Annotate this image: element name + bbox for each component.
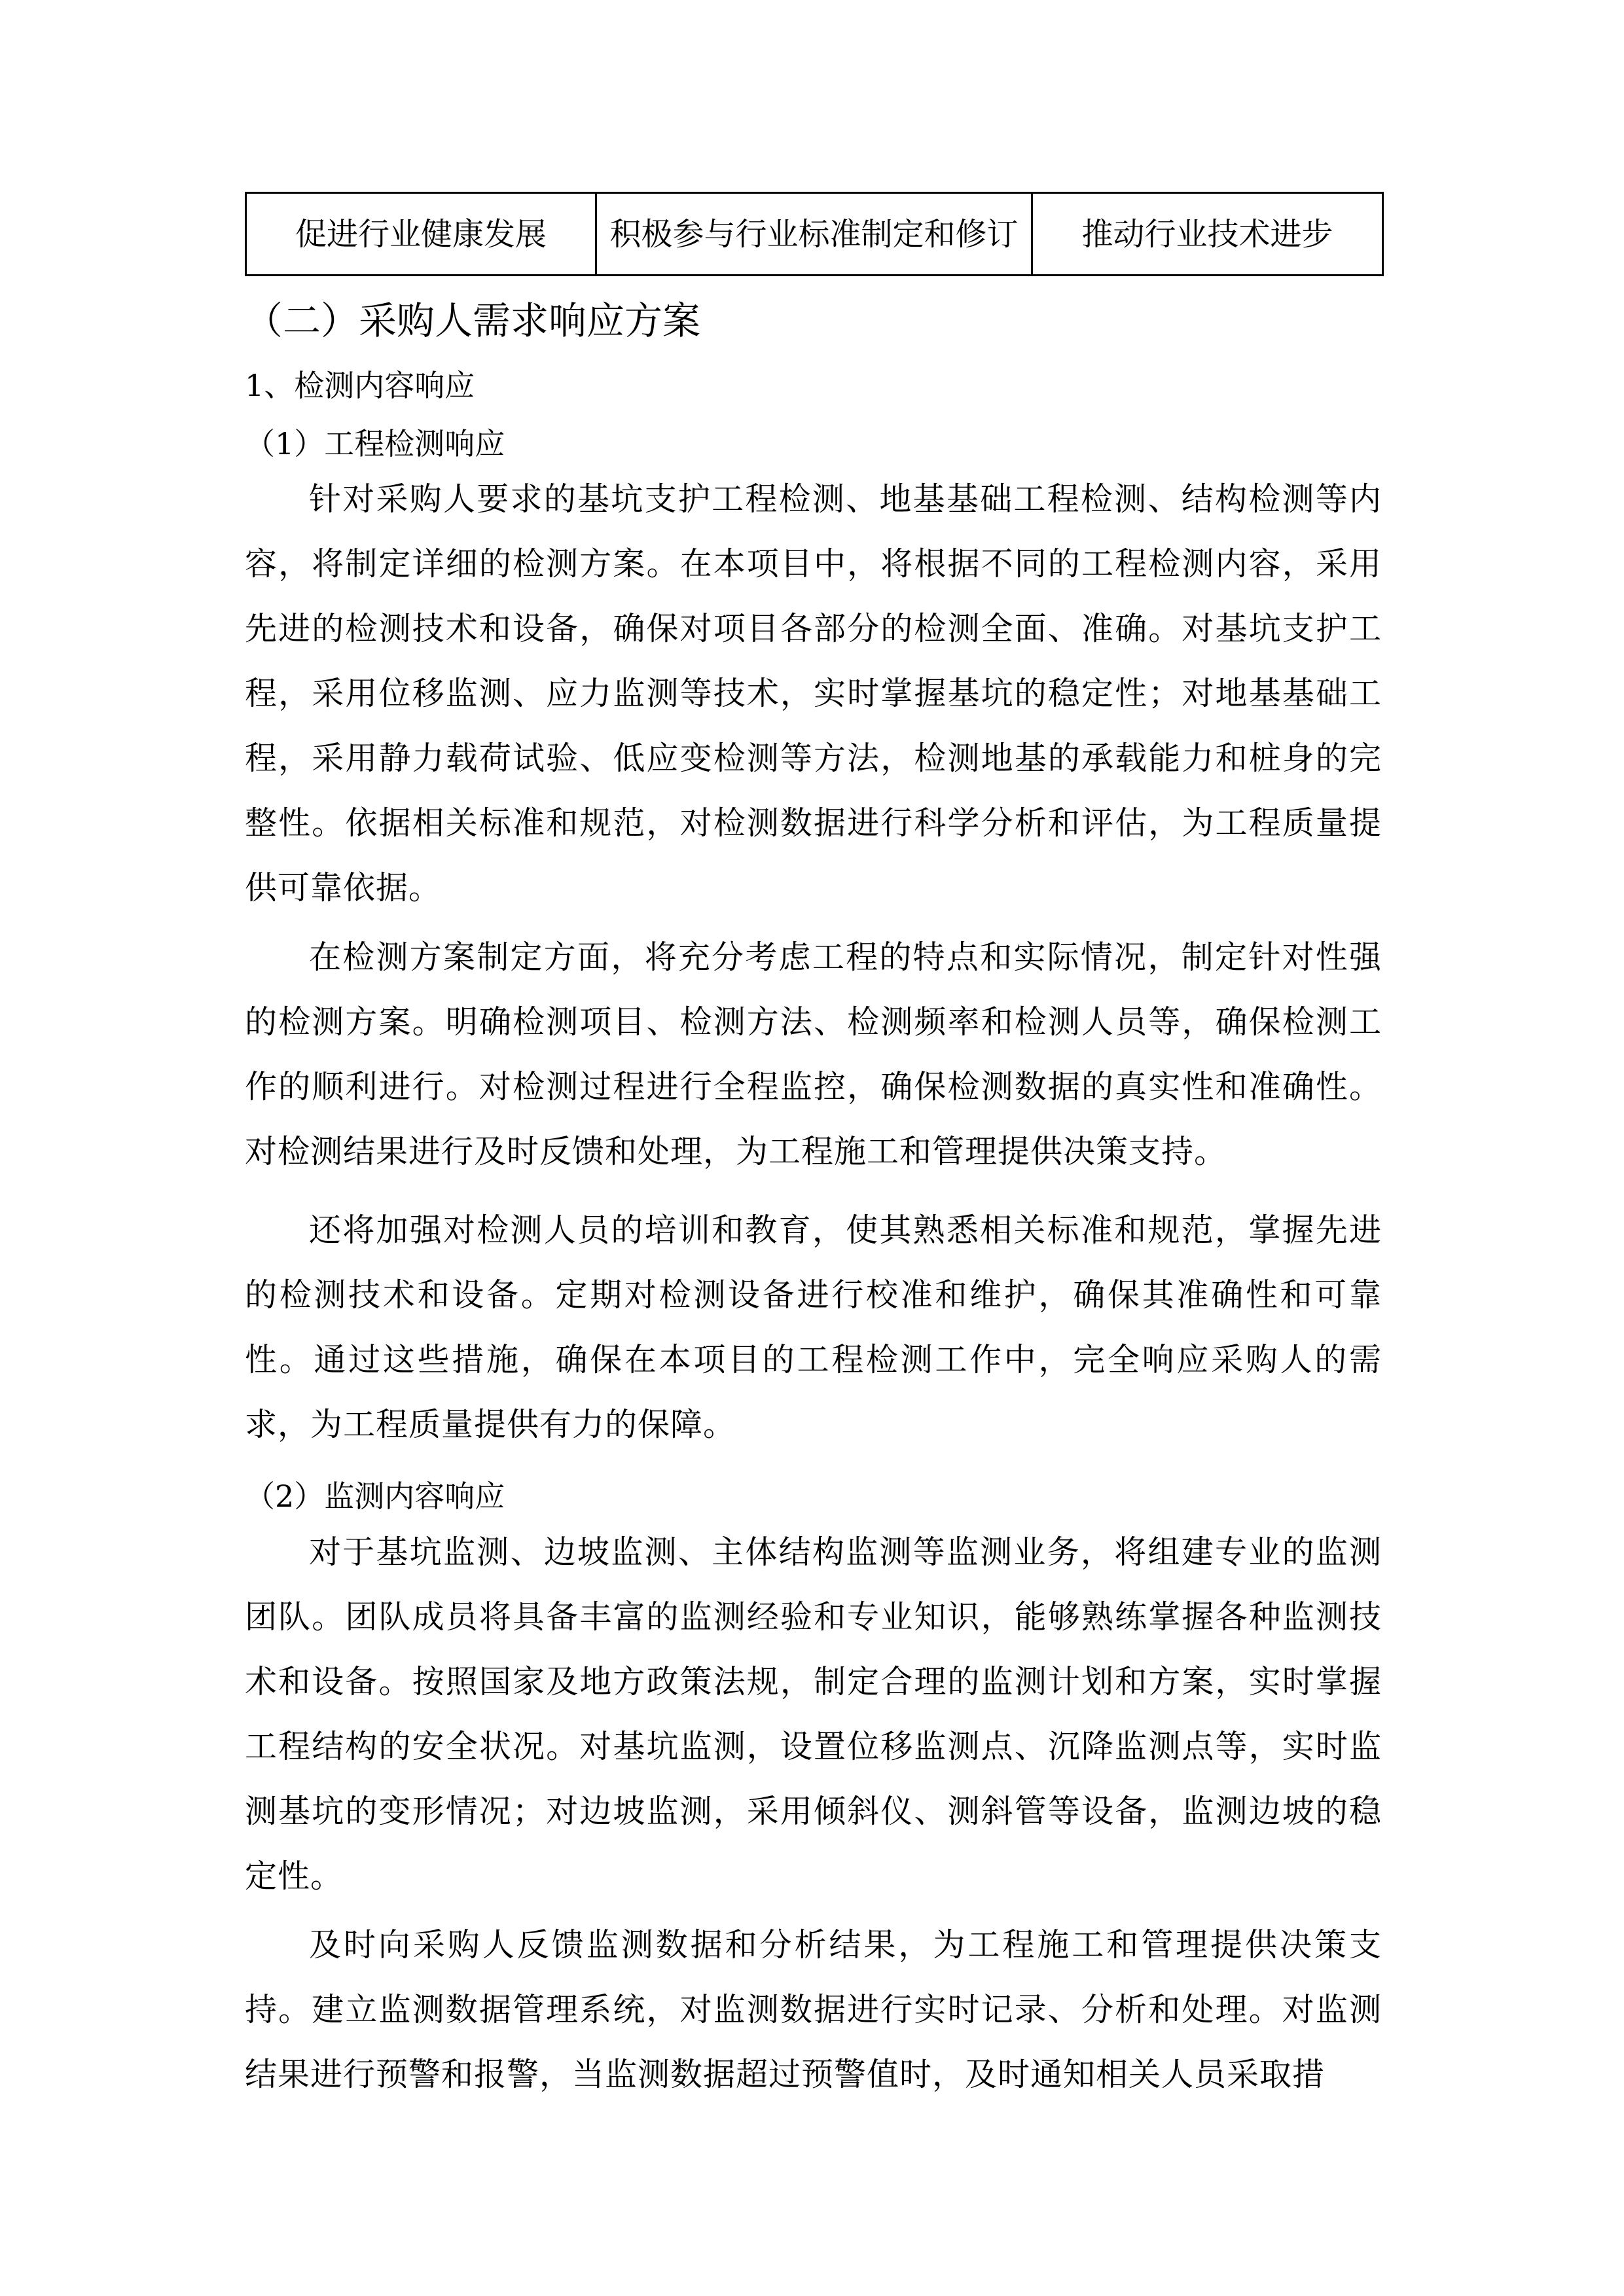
section-heading: （二）采购人需求响应方案 xyxy=(245,298,701,343)
subsection-heading-monitoring: （2）监测内容响应 xyxy=(245,1479,505,1514)
summary-table xyxy=(245,192,1384,276)
subsection-heading-engineering-testing: （1）工程检测响应 xyxy=(245,426,505,461)
table-cell: 促进行业健康发展 xyxy=(246,193,596,276)
subsection-heading: 1、检测内容响应 xyxy=(245,368,475,403)
paragraph: 还将加强对检测人员的培训和教育，使其熟悉相关标准和规范，掌握先进的检测技术和设备。定期对检测设备进行校准和维护，确保其准确性和可靠性。通过这些措施，确保在本项目的工程检测工作中，完全响应采购人的需求，为工程质量提供有力的保障。 xyxy=(245,1211,1382,1443)
paragraph: 针对采购人要求的基坑支护工程检测、地基基础工程检测、结构检测等内容，将制定详细的检测方案。在本项目中，将根据不同的工程检测内容，采用先进的检测技术和设备，确保对项目各部分的检测全面、准确。对基坑支护工程，采用位移监测、应力监测等技术，实时掌握基坑的稳定性；对地基基础工程，采用静力载荷试验、低应变检测等方法，检测地基的承载能力和桩身的完整性。依据相关标准和规范，对检测数据进行科学分析和评估，为工程质量提供可靠依据。 xyxy=(245,480,1382,906)
paragraph: 在检测方案制定方面，将充分考虑工程的特点和实际情况，制定针对性强的检测方案。明确检测项目、检测方法、检测频率和检测人员等，确保检测工作的顺利进行。对检测过程进行全程监控，确保检测数据的真实性和准确性。对检测结果进行及时反馈和处理，为工程施工和管理提供决策支持。 xyxy=(245,939,1382,1170)
table-cell: 推动行业技术进步 xyxy=(1032,193,1383,276)
table-cell: 积极参与行业标准制定和修订 xyxy=(596,193,1032,276)
paragraph: 对于基坑监测、边坡监测、主体结构监测等监测业务，将组建专业的监测团队。团队成员将具备丰富的监测经验和专业知识，能够熟练掌握各种监测技术和设备。按照国家及地方政策法规，制定合理的监测计划和方案，实时掌握工程结构的安全状况。对基坑监测，设置位移监测点、沉降监测点等，实时监测基坑的变形情况；对边坡监测，采用倾斜仪、测斜管等设备，监测边坡的稳定性。 xyxy=(245,1534,1382,1895)
paragraph: 及时向采购人反馈监测数据和分析结果，为工程施工和管理提供决策支持。建立监测数据管理系统，对监测数据进行实时记录、分析和处理。对监测结果进行预警和报警，当监测数据超过预警值时，及时通知相关人员采取措 xyxy=(245,1926,1382,2093)
table-row xyxy=(246,193,1383,276)
